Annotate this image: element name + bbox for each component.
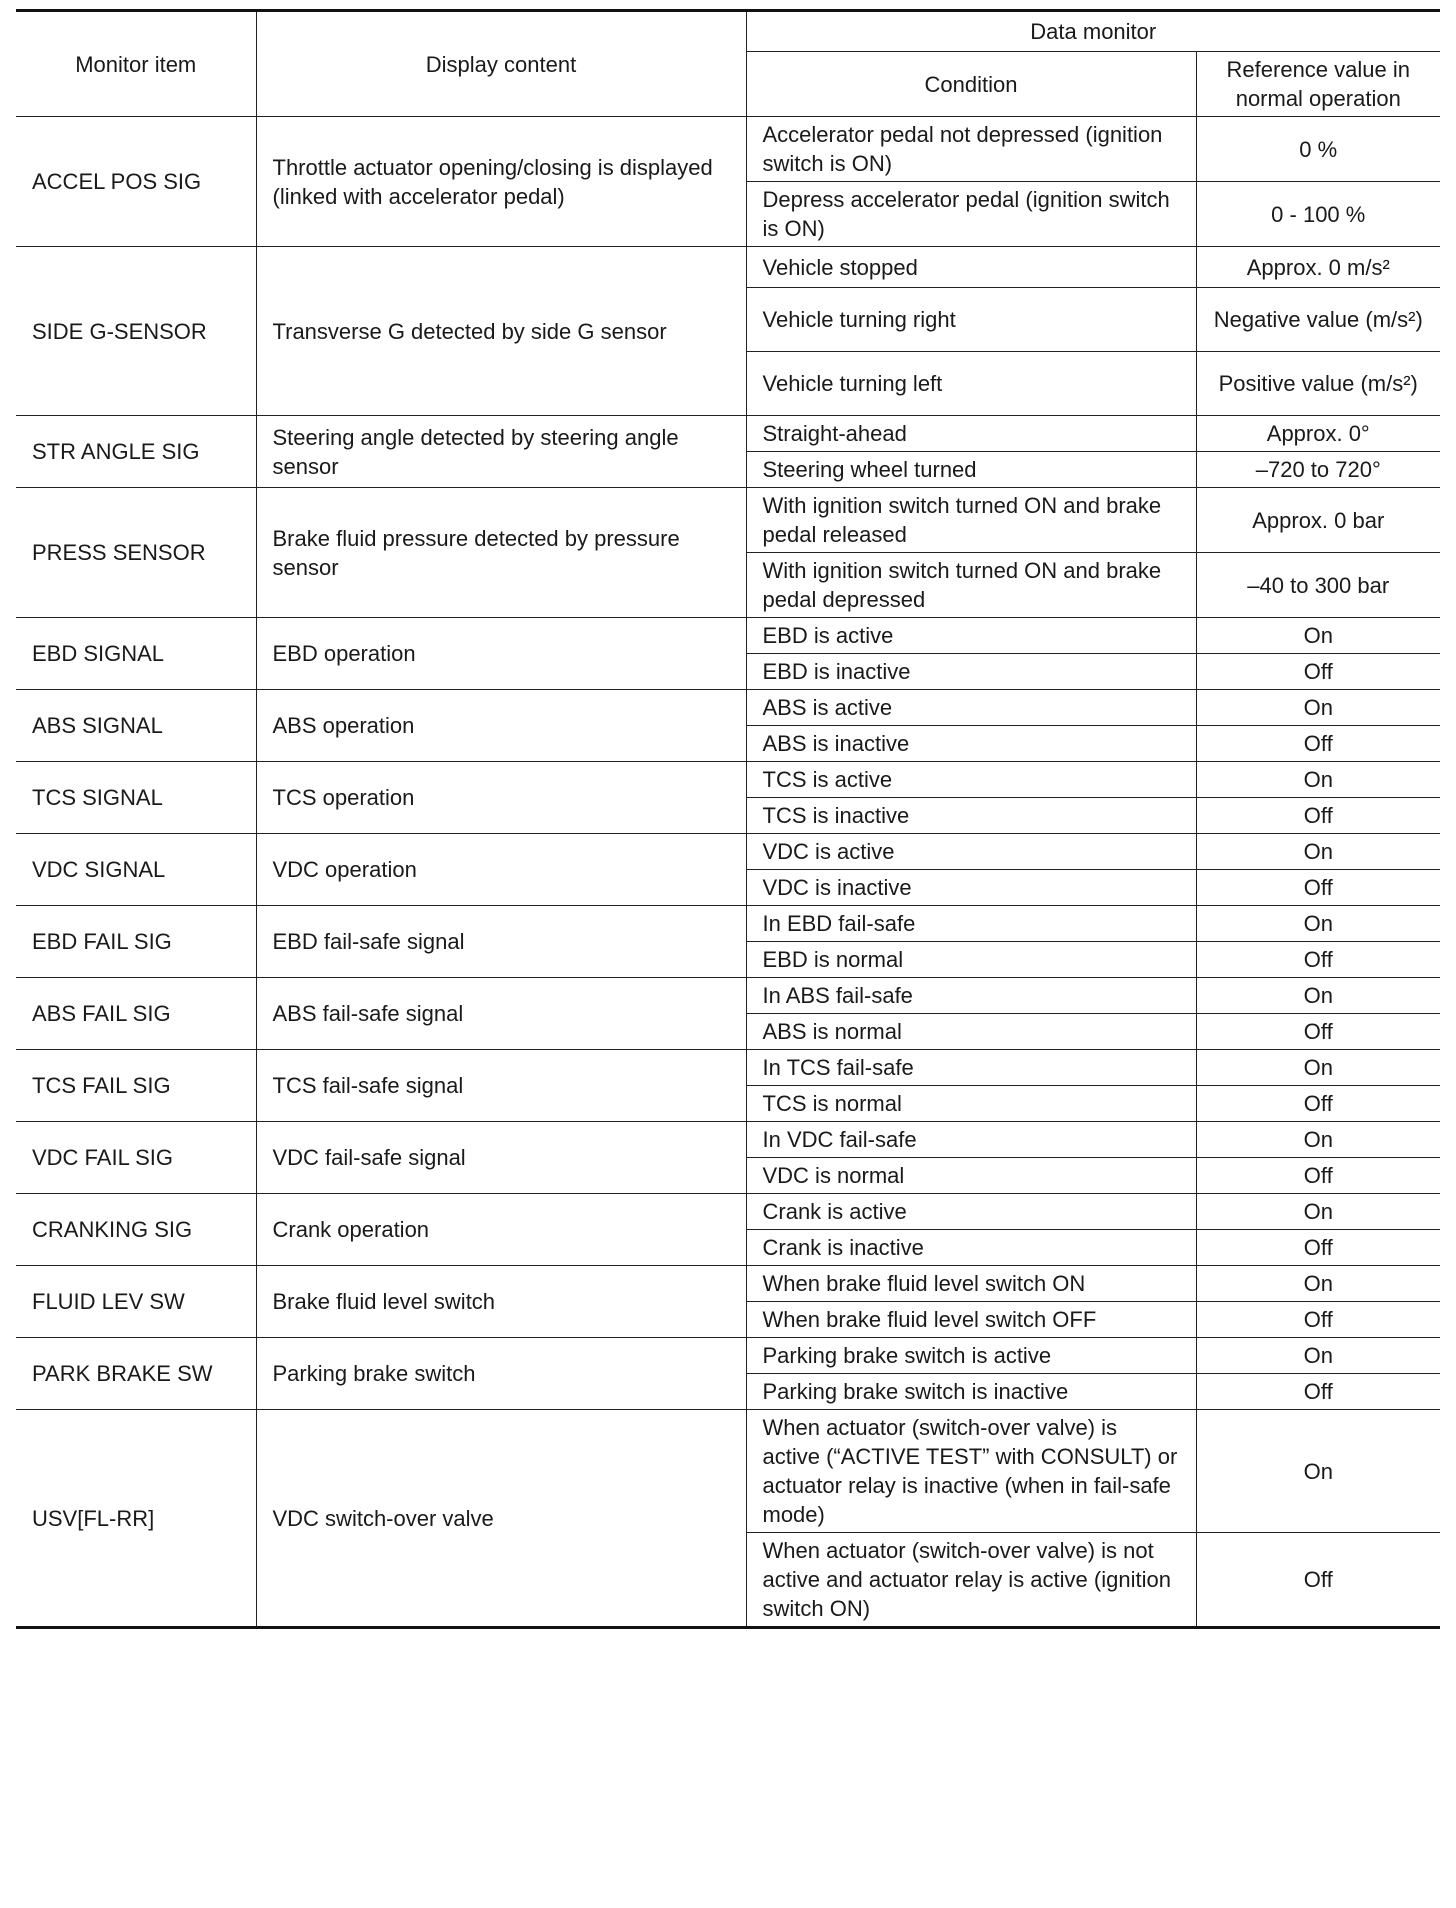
reference-value-cell: On (1196, 1194, 1440, 1230)
display-content-cell: ABS operation (256, 690, 746, 762)
monitor-item-cell: USV[FL-RR] (16, 1410, 256, 1628)
reference-value-cell: On (1196, 690, 1440, 726)
header-reference-value: Reference value in normal operation (1196, 52, 1440, 117)
reference-value-cell: Off (1196, 1158, 1440, 1194)
condition-cell: Parking brake switch is inactive (746, 1374, 1196, 1410)
condition-cell: TCS is inactive (746, 798, 1196, 834)
table-row (16, 416, 1440, 452)
display-content-cell: Steering angle detected by steering angle sensor (256, 416, 746, 488)
reference-value-cell: On (1196, 834, 1440, 870)
condition-cell: Crank is active (746, 1194, 1196, 1230)
table-row (16, 247, 1440, 288)
condition-cell: In ABS fail-safe (746, 978, 1196, 1014)
header-monitor-item: Monitor item (16, 11, 256, 117)
display-content-cell: EBD fail-safe signal (256, 906, 746, 978)
monitor-item-cell: STR ANGLE SIG (16, 416, 256, 488)
monitor-item-cell: FLUID LEV SW (16, 1266, 256, 1338)
condition-cell: With ignition switch turned ON and brake pedal released (746, 488, 1196, 553)
monitor-item-cell: ABS SIGNAL (16, 690, 256, 762)
display-content-cell: VDC operation (256, 834, 746, 906)
display-content-cell: ABS fail-safe signal (256, 978, 746, 1050)
reference-value-cell: Off (1196, 870, 1440, 906)
monitor-item-cell: EBD FAIL SIG (16, 906, 256, 978)
condition-cell: When actuator (switch-over valve) is not active and actuator relay is active (ignition switch ON) (746, 1533, 1196, 1628)
monitor-item-cell: VDC FAIL SIG (16, 1122, 256, 1194)
reference-value-cell: On (1196, 1122, 1440, 1158)
display-content-cell: TCS operation (256, 762, 746, 834)
reference-value-cell: On (1196, 762, 1440, 798)
condition-cell: EBD is normal (746, 942, 1196, 978)
monitor-item-cell: ABS FAIL SIG (16, 978, 256, 1050)
condition-cell: ABS is inactive (746, 726, 1196, 762)
condition-cell: Straight-ahead (746, 416, 1196, 452)
display-content-cell: Brake fluid level switch (256, 1266, 746, 1338)
monitor-item-cell: CRANKING SIG (16, 1194, 256, 1266)
display-content-cell: TCS fail-safe signal (256, 1050, 746, 1122)
condition-cell: Depress accelerator pedal (ignition switch is ON) (746, 182, 1196, 247)
reference-value-cell: Off (1196, 726, 1440, 762)
condition-cell: Vehicle stopped (746, 247, 1196, 288)
reference-value-cell: –720 to 720° (1196, 452, 1440, 488)
condition-cell: VDC is inactive (746, 870, 1196, 906)
reference-value-cell: Positive value (m/s²) (1196, 352, 1440, 416)
monitor-item-cell: PARK BRAKE SW (16, 1338, 256, 1410)
table-row (16, 1122, 1440, 1158)
monitor-item-cell: EBD SIGNAL (16, 618, 256, 690)
condition-cell: EBD is inactive (746, 654, 1196, 690)
monitor-item-cell: PRESS SENSOR (16, 488, 256, 618)
display-content-cell: VDC fail-safe signal (256, 1122, 746, 1194)
monitor-item-cell: TCS FAIL SIG (16, 1050, 256, 1122)
table-row (16, 1194, 1440, 1230)
reference-value-cell: Off (1196, 654, 1440, 690)
display-content-cell: Crank operation (256, 1194, 746, 1266)
display-content-cell: EBD operation (256, 618, 746, 690)
display-content-cell: Brake fluid pressure detected by pressure sensor (256, 488, 746, 618)
display-content-cell: Transverse G detected by side G sensor (256, 247, 746, 416)
condition-cell: Vehicle turning right (746, 288, 1196, 352)
reference-value-cell: Approx. 0 m/s² (1196, 247, 1440, 288)
table-row (16, 906, 1440, 942)
condition-cell: When brake fluid level switch OFF (746, 1302, 1196, 1338)
condition-cell: When actuator (switch-over valve) is active (“ACTIVE TEST” with CONSULT) or actuator relay is inactive (when in fail-safe mode) (746, 1410, 1196, 1533)
table-body (16, 11, 1440, 1628)
condition-cell: TCS is active (746, 762, 1196, 798)
reference-value-cell: 0 - 100 % (1196, 182, 1440, 247)
reference-value-cell: On (1196, 1338, 1440, 1374)
reference-value-cell: –40 to 300 bar (1196, 553, 1440, 618)
condition-cell: ABS is normal (746, 1014, 1196, 1050)
condition-cell: ABS is active (746, 690, 1196, 726)
table-row (16, 117, 1440, 182)
header-display-content: Display content (256, 11, 746, 117)
condition-cell: In EBD fail-safe (746, 906, 1196, 942)
condition-cell: In TCS fail-safe (746, 1050, 1196, 1086)
condition-cell: Parking brake switch is active (746, 1338, 1196, 1374)
reference-value-cell: 0 % (1196, 117, 1440, 182)
condition-cell: In VDC fail-safe (746, 1122, 1196, 1158)
table-row (16, 488, 1440, 553)
table-row (16, 690, 1440, 726)
condition-cell: With ignition switch turned ON and brake pedal depressed (746, 553, 1196, 618)
table-row (16, 1050, 1440, 1086)
condition-cell: Accelerator pedal not depressed (ignition switch is ON) (746, 117, 1196, 182)
header-data-monitor: Data monitor (746, 11, 1440, 52)
condition-cell: TCS is normal (746, 1086, 1196, 1122)
reference-value-cell: Off (1196, 1374, 1440, 1410)
table-row (16, 978, 1440, 1014)
table-row (16, 1338, 1440, 1374)
display-content-cell: Throttle actuator opening/closing is displayed (linked with accelerator pedal) (256, 117, 746, 247)
condition-cell: Vehicle turning left (746, 352, 1196, 416)
reference-value-cell: Approx. 0 bar (1196, 488, 1440, 553)
reference-value-cell: Off (1196, 1086, 1440, 1122)
header-condition: Condition (746, 52, 1196, 117)
table-row (16, 618, 1440, 654)
monitor-item-cell: VDC SIGNAL (16, 834, 256, 906)
table-row (16, 1410, 1440, 1533)
reference-value-cell: On (1196, 1050, 1440, 1086)
display-content-cell: VDC switch-over valve (256, 1410, 746, 1628)
monitor-item-cell: SIDE G-SENSOR (16, 247, 256, 416)
reference-value-cell: Off (1196, 1014, 1440, 1050)
condition-cell: VDC is active (746, 834, 1196, 870)
condition-cell: VDC is normal (746, 1158, 1196, 1194)
condition-cell: When brake fluid level switch ON (746, 1266, 1196, 1302)
data-monitor-table (16, 9, 1440, 1629)
table-row (16, 834, 1440, 870)
reference-value-cell: Off (1196, 1533, 1440, 1628)
reference-value-cell: Off (1196, 942, 1440, 978)
reference-value-cell: Negative value (m/s²) (1196, 288, 1440, 352)
reference-value-cell: Off (1196, 798, 1440, 834)
condition-cell: EBD is active (746, 618, 1196, 654)
condition-cell: Steering wheel turned (746, 452, 1196, 488)
display-content-cell: Parking brake switch (256, 1338, 746, 1410)
table-row (16, 762, 1440, 798)
table-row (16, 1266, 1440, 1302)
reference-value-cell: On (1196, 1410, 1440, 1533)
reference-value-cell: Approx. 0° (1196, 416, 1440, 452)
monitor-item-cell: TCS SIGNAL (16, 762, 256, 834)
reference-value-cell: Off (1196, 1230, 1440, 1266)
monitor-item-cell: ACCEL POS SIG (16, 117, 256, 247)
reference-value-cell: On (1196, 978, 1440, 1014)
reference-value-cell: On (1196, 1266, 1440, 1302)
condition-cell: Crank is inactive (746, 1230, 1196, 1266)
header-row (16, 11, 1440, 52)
reference-value-cell: On (1196, 618, 1440, 654)
reference-value-cell: On (1196, 906, 1440, 942)
reference-value-cell: Off (1196, 1302, 1440, 1338)
